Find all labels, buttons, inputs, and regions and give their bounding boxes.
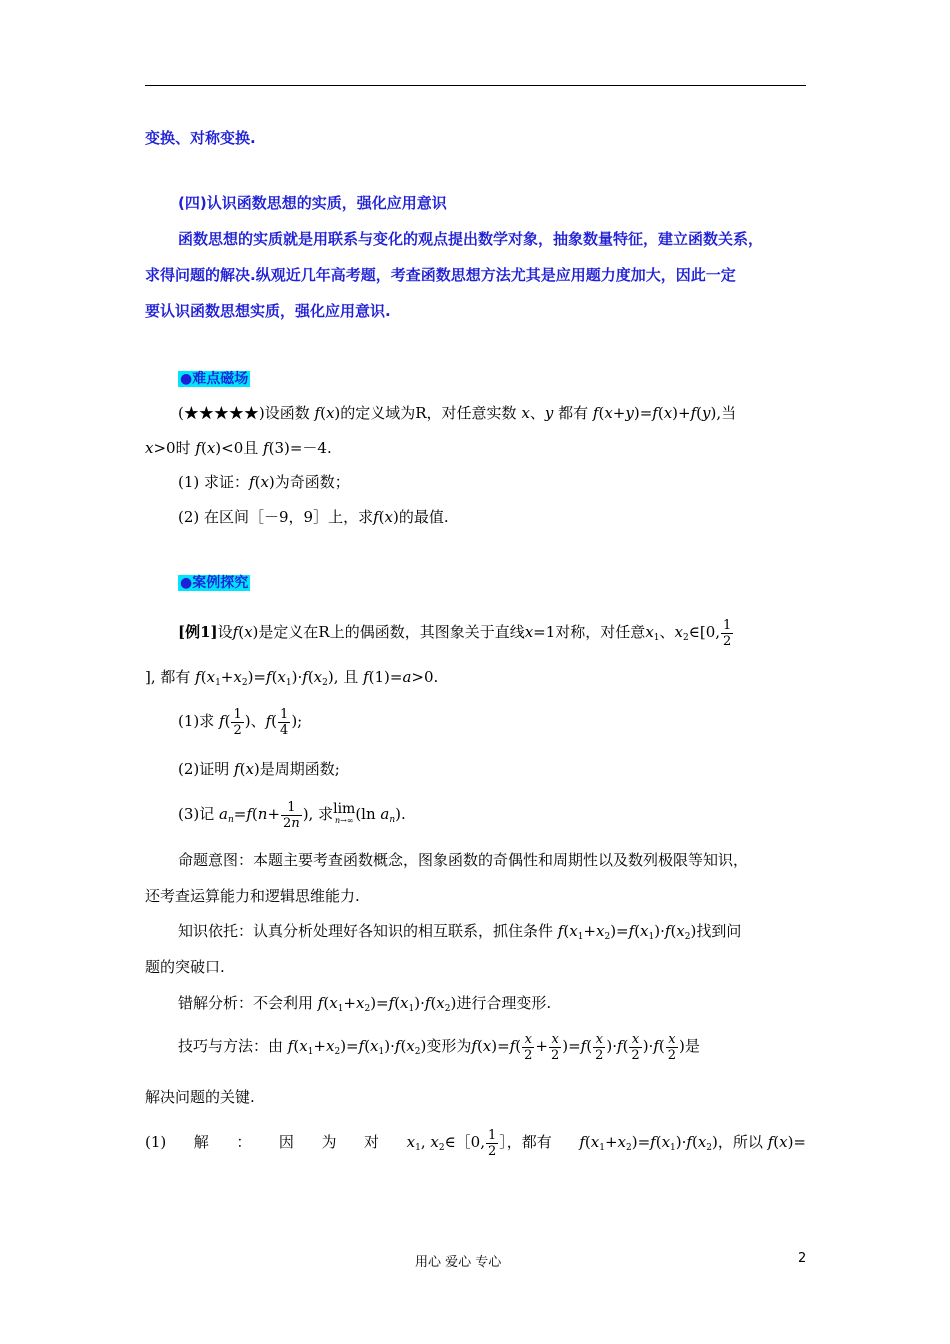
badge-difficulty: ●难点磁场 <box>180 371 249 387</box>
example1-q1: (1)求 f( $\frac{1}{2}$ )、f( $\frac{1}{4}$ ); <box>178 706 303 738</box>
method-line-2: 解决问题的关键. <box>145 1088 255 1106</box>
example1-q3: (3)记 $a_n=f(n+$ $\frac{1}{2n}$ ), 求 lim n→∞ (ln $a_n$). <box>178 799 406 831</box>
header-rule <box>145 85 806 86</box>
solution-line: (1) 解 ： 因 为 对 $x_1$, $x_2\in[0$, $\frac{1}{2}$ ］，都有 $f(x_1+x_2)=f(x_1)\cdot f(x_2)$，所以 f(x)= <box>145 1127 806 1159</box>
example1-line-1: [例1]设f(x)是定义在R上的偶函数，其图象关于直线x=1对称，对任意$x_1$、$x_2\in[0$, $\frac{1}{2}$ <box>178 617 732 649</box>
knowledge-line-2: 题的突破口. <box>145 958 225 976</box>
page-number: 2 <box>798 1251 807 1266</box>
footer-slogan: 用心 爱心 专心 <box>415 1255 502 1270</box>
badge-case: ●案例探究 <box>180 575 249 591</box>
intent-1: 命题意图：本题主要考查函数概念，图象函数的奇偶性和周期性以及数列极限等知识， <box>178 851 749 869</box>
knowledge-line: 知识依托：认真分析处理好各知识的相互联系，抓住条件 $f(x_1+x_2)=f(x_1)\cdot f(x_2)$找到问 <box>178 922 742 942</box>
section4-body-3: 要认识函数思想实质，强化应用意识. <box>145 302 391 320</box>
problem-q2: (2) 在区间［－9，9］上，求f(x)的最值. <box>178 508 449 526</box>
section4-body-2: 求得问题的解决.纵观近几年高考题，考查函数思想方法尤其是应用题力度加大，因此一定 <box>145 266 736 284</box>
problem-line-1: (★★★★★)设函数 f(x)的定义域为R，对任意实数 x、y 都有 f(x+y)=f(x)+f(y),当 <box>178 404 737 422</box>
section4-body-1: 函数思想的实质就是用联系与变化的观点提出数学对象，抽象数量特征，建立函数关系， <box>178 230 764 248</box>
method-line: 技巧与方法：由 $f(x_1+x_2)=f(x_1)\cdot f(x_2)$变形为f(x)=f( $\frac{x}{2}$ + $\frac{x}{2}$ )=f( $\frac{x}{2}$ )·f( $\frac{x}{2}$ )·f( $\frac{x}{2}$ )是 <box>178 1031 700 1063</box>
error-line: 错解分析：不会利用 $f(x_1+x_2)=f(x_1)\cdot f(x_2)$进行合理变形. <box>178 994 552 1014</box>
problem-q1: (1) 求证：f(x)为奇函数； <box>178 473 350 491</box>
transform-tail: 变换、对称变换. <box>145 129 256 147</box>
intent-2: 还考查运算能力和逻辑思维能力. <box>145 887 360 905</box>
example1-line-2: ], 都有 $f(x_1+x_2)=f(x_1)\cdot f(x_2)$, 且 f(1)=a>0. <box>145 668 439 688</box>
example1-q2: (2)证明 f(x)是周期函数; <box>178 760 340 778</box>
section4-title: (四)认识函数思想的实质，强化应用意识 <box>178 194 447 212</box>
problem-line-2: x>0时 f(x)<0且 f(3)=－4. <box>145 439 332 457</box>
